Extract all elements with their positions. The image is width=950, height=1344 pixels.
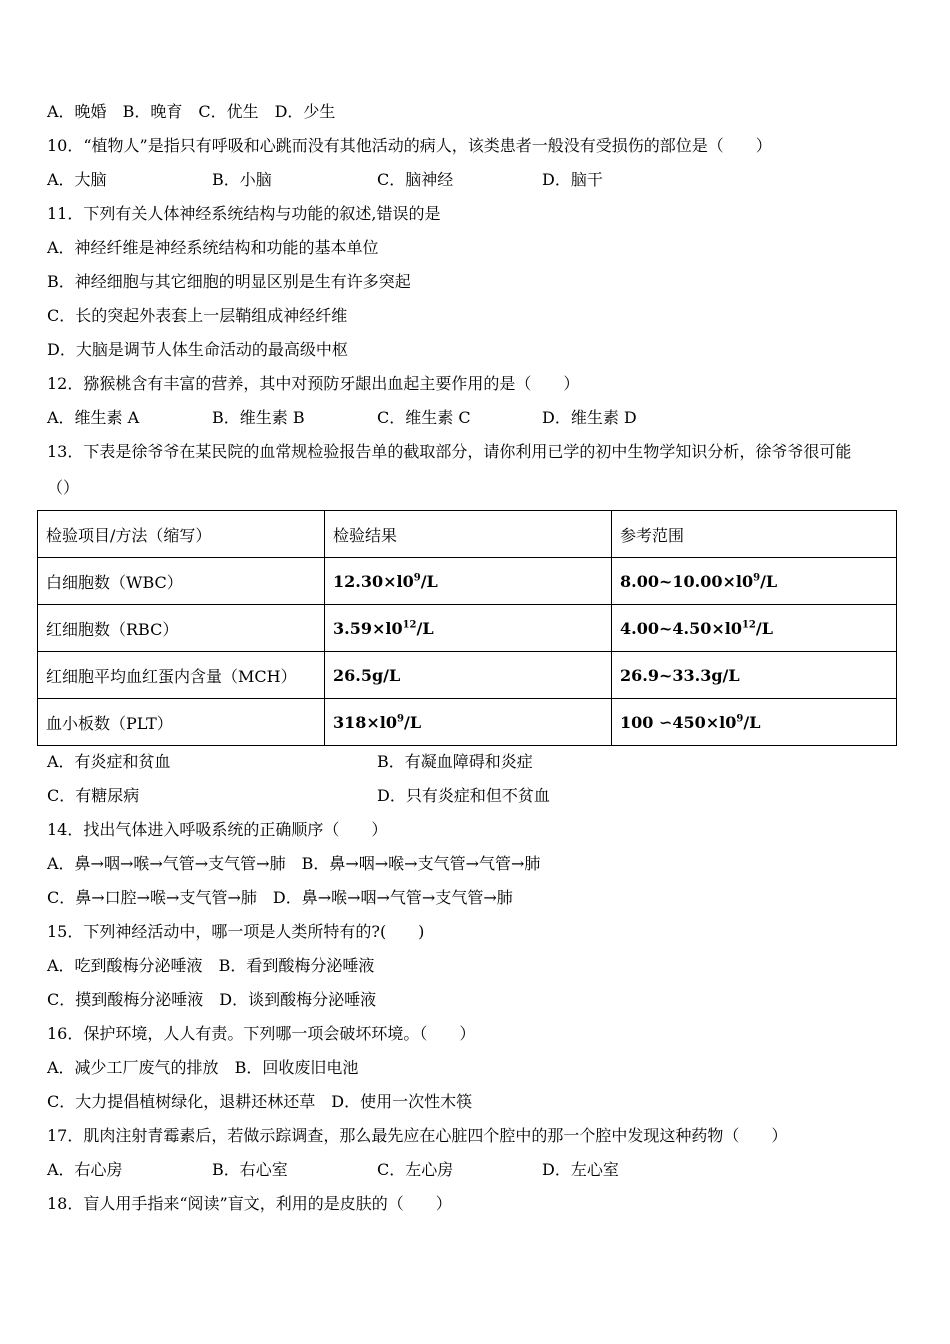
option: A．吃到酸梅分泌唾液 xyxy=(47,956,203,975)
option: D．谈到酸梅分泌唾液 xyxy=(219,990,377,1009)
option: C．脑神经 xyxy=(377,170,454,189)
table-cell-item: 白细胞数（WBC） xyxy=(38,558,325,605)
option: D．脑干 xyxy=(542,170,603,189)
option: B．小脑 xyxy=(212,170,272,189)
q17-options xyxy=(47,1160,619,1180)
table-cell-result: $12.30\times l0^9/L$ xyxy=(325,558,612,605)
option: A．减少工厂废气的排放 xyxy=(47,1058,219,1077)
table-row xyxy=(38,558,897,605)
option: B．看到酸梅分泌唾液 xyxy=(218,956,375,975)
q12-stem: 12．猕猴桃含有丰富的营养，其中对预防牙龈出血起主要作用的是（ ） xyxy=(47,374,580,393)
option: A．维生素 A xyxy=(47,408,140,427)
q12-options xyxy=(47,408,637,428)
q14-options-row1 xyxy=(47,854,540,874)
q13-options-row1 xyxy=(47,752,533,772)
table-header: 检验结果 xyxy=(325,511,612,558)
q10-options xyxy=(47,170,603,190)
table-row xyxy=(38,699,897,746)
table-cell-item: 红细胞平均血红蛋内含量（MCH） xyxy=(38,652,325,699)
option: B．鼻→咽→喉→支气管→气管→肺 xyxy=(301,854,541,873)
table-cell-result: 26.5g/L xyxy=(325,652,612,699)
option: C．大力提倡植树绿化，退耕还林还草 xyxy=(47,1092,316,1111)
q16-stem: 16．保护环境，人人有责。下列哪一项会破坏环境。（ ） xyxy=(47,1024,476,1043)
option: B．维生素 B xyxy=(212,408,305,427)
table-cell-range: 100 $∽450\times l0^9/L$ xyxy=(612,699,897,746)
option: C．鼻→口腔→喉→支气管→肺 xyxy=(47,888,257,907)
q10-stem: 10．“植物人”是指只有呼吸和心跳而没有其他活动的病人，该类患者一般没有受损伤的部位是（ ） xyxy=(47,136,772,155)
option: A．神经纤维是神经系统结构和功能的基本单位 xyxy=(47,238,379,257)
option: D．鼻→喉→咽→气管→支气管→肺 xyxy=(272,888,513,907)
table-cell-range: $4.00\sim 4.50\times l0^{12}/L$ xyxy=(612,605,897,652)
q13-stem-paren: （） xyxy=(47,478,80,497)
option: D．使用一次性木筷 xyxy=(331,1092,473,1111)
table-header-row xyxy=(38,511,897,558)
option: A．鼻→咽→喉→气管→支气管→肺 xyxy=(47,854,286,873)
q13-options-row2 xyxy=(47,786,550,806)
table-row xyxy=(38,652,897,699)
q14-options-row2 xyxy=(47,888,513,908)
q15-options-row2 xyxy=(47,990,376,1010)
option: C．有糖尿病 xyxy=(47,786,140,805)
option: C．维生素 C xyxy=(377,408,471,427)
q18-stem: 18．盲人用手指来“阅读”盲文，利用的是皮肤的（ ） xyxy=(47,1194,452,1213)
table-row xyxy=(38,605,897,652)
option: B．晚育 xyxy=(122,102,183,121)
q15-stem: 15．下列神经活动中，哪一项是人类所特有的?( ) xyxy=(47,922,425,941)
q15-options-row1 xyxy=(47,956,374,976)
option: B．回收废旧电池 xyxy=(234,1058,359,1077)
table-cell-range: 26.9~33.3g/L xyxy=(612,652,897,699)
option: D．维生素 D xyxy=(542,408,637,427)
table-cell-result: $318\times l0^9/L$ xyxy=(325,699,612,746)
blood-test-table xyxy=(37,510,897,746)
option: C．摸到酸梅分泌唾液 xyxy=(47,990,204,1009)
option: D．大脑是调节人体生命活动的最高级中枢 xyxy=(47,340,348,359)
option: B．右心室 xyxy=(212,1160,288,1179)
option: C．左心房 xyxy=(377,1160,454,1179)
option: C．长的突起外表套上一层鞘组成神经纤维 xyxy=(47,306,348,325)
q16-options-row2 xyxy=(47,1092,472,1112)
option: D．左心室 xyxy=(542,1160,619,1179)
table-cell-result: $3.59\times l0^{12}/L$ xyxy=(325,605,612,652)
option: B．神经细胞与其它细胞的明显区别是生有许多突起 xyxy=(47,272,411,291)
option: A．大脑 xyxy=(47,170,107,189)
table-header: 检验项目/方法（缩写） xyxy=(38,511,325,558)
table-header: 参考范围 xyxy=(612,511,897,558)
q11-stem: 11．下列有关人体神经系统结构与功能的叙述,错误的是 xyxy=(47,204,441,223)
option: A．晚婚 xyxy=(47,102,107,121)
option: A．有炎症和贫血 xyxy=(47,752,171,771)
option: B．有凝血障碍和炎症 xyxy=(377,752,533,771)
q9-options xyxy=(47,102,335,122)
option: C．优生 xyxy=(198,102,259,121)
q17-stem: 17．肌肉注射青霉素后，若做示踪调查，那么最先应在心脏四个腔中的那一个腔中发现这种药物（ ） xyxy=(47,1126,788,1145)
q16-options-row1 xyxy=(47,1058,358,1078)
q14-stem: 14．找出气体进入呼吸系统的正确顺序（ ） xyxy=(47,820,388,839)
table-cell-item: 血小板数（PLT） xyxy=(38,699,325,746)
table-cell-range: $8.00\sim 10.00\times l0^9/L$ xyxy=(612,558,897,605)
q13-stem: 13．下表是徐爷爷在某民院的血常规检验报告单的截取部分，请你利用已学的初中生物学知识分析，徐爷爷很可能 xyxy=(47,442,852,461)
option: D．少生 xyxy=(274,102,336,121)
option: D．只有炎症和但不贫血 xyxy=(377,786,550,805)
option: A．右心房 xyxy=(47,1160,123,1179)
table-cell-item: 红细胞数（RBC） xyxy=(38,605,325,652)
